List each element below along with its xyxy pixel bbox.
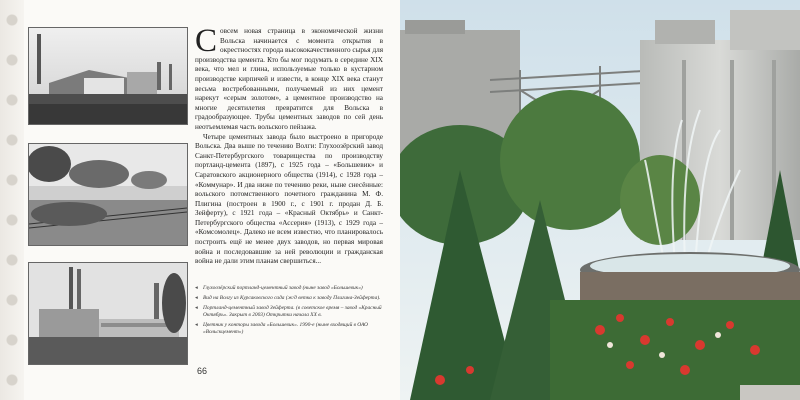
- caption-arrow-icon: ◂: [195, 305, 198, 311]
- caption-text: Вид на Волгу из Курсаковского сада (ж/д ветка к заводу Плигина-Зейферта).: [203, 295, 381, 301]
- caption-1: [195, 285, 383, 292]
- seifert-factory-photo: [28, 262, 188, 365]
- caption-arrow-icon: ◂: [195, 295, 198, 301]
- caption-text: Цветник у конторы завода «Большевик». 1990-е (ныне входящий в ОАО «Вольскцемент»): [203, 322, 368, 335]
- ornamental-border: [0, 0, 24, 400]
- photo-captions: [195, 285, 383, 339]
- caption-3: [195, 305, 383, 319]
- fountain-cement-plant-photo: [400, 0, 800, 400]
- paragraph-2: Четыре цементных завода было выстроено в пригороде Вольска. Два выше по течению Волги: Глухоозёрский завод Санкт-Петербургского товарищества по производству портланд-цемента (1897), с 1925 года – «Большевик» и Саратовского акционерного общества (1914), с 1928 года – «Коммунар». И два ниже по течению реки, ныне снесённые: вольского потомственного почетного гражданина М. Ф. Плигина (построен в 1900 г., с 1901 г. продан Д. Б. Зейферту), с 1921 года – «Красный Октябрь» и Санкт-Петербургского общества «Ассерия» (1913), с 1929 года – «Комсомолец». Далеко не всем известно, что планировалось построить ещё не менее двух заводов, но первая мировая война и последовавшие за ней революции и гражданская война не дали этим планам свершиться...: [195, 132, 383, 266]
- caption-text: Портланд-цементный завод Зейферта. (в советское время – завод «Красный Октябрь». Закрыт в 2003) Открытки начала XX в.: [203, 305, 382, 318]
- caption-4: [195, 322, 383, 336]
- caption-text: Глухоозёрский портланд-цементный завод (ныне завод «Большевик»): [203, 285, 363, 291]
- volga-view-photo: [28, 143, 188, 246]
- cement-factory-photo: [28, 27, 188, 125]
- paragraph-1: [195, 23, 383, 133]
- dropcap: С: [195, 23, 218, 59]
- page-number: 66: [197, 366, 208, 376]
- paragraph-1-text: овсем новая страница в экономической жизни Вольска начинается с момента открытия в окрестностях города высококачественного сырья для производства цемента. Кто бы мог подумать в середине XIX века, что мел и глина, используемые только в кустарном производстве кирпичей и извести, в конце XIX века станут весьма востребованными, получаемый из них цемент нарекут «серым золотом», а цементное производство на многие десятилетия превратится для Вольска в градообразующее. Трубы цементных заводов по сей день неотъемлемая часть вольского пейзажа.: [195, 27, 383, 131]
- caption-2: [195, 295, 383, 302]
- caption-arrow-icon: ◂: [195, 322, 198, 328]
- caption-arrow-icon: ◂: [195, 285, 198, 291]
- main-text: [195, 23, 383, 267]
